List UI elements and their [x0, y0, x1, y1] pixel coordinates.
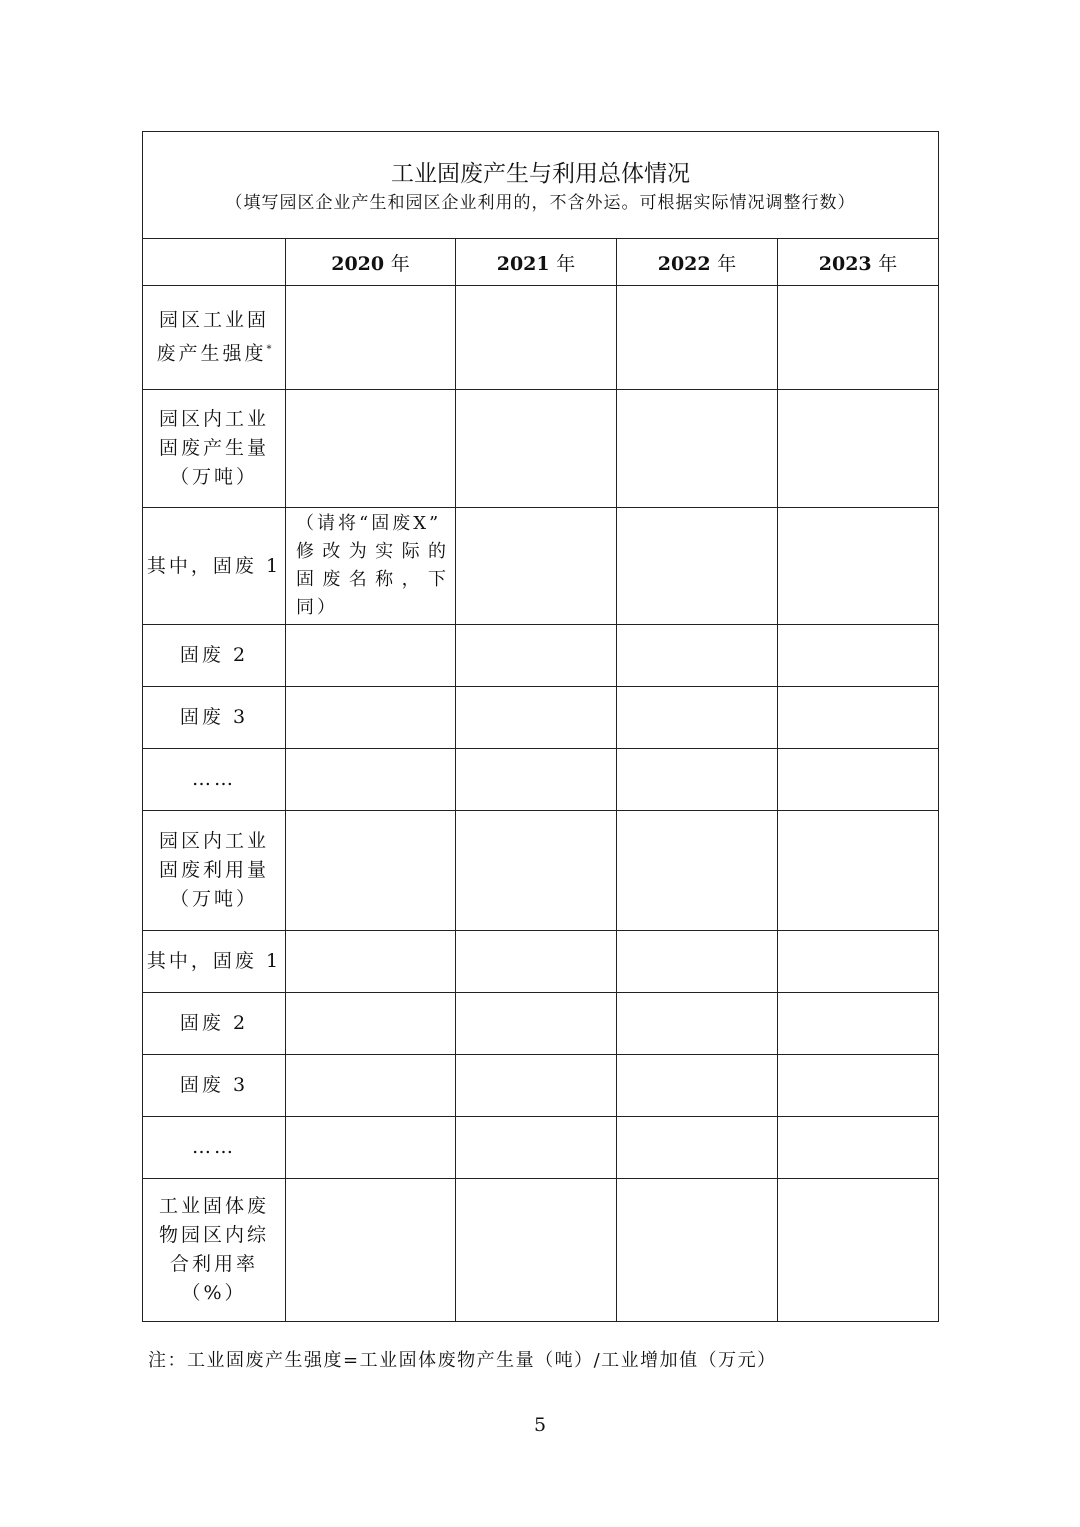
instruction-note-text: 称	[375, 569, 397, 590]
data-entry-cell[interactable]	[778, 749, 939, 811]
instruction-note-text: 改	[322, 541, 344, 562]
row-label-cell	[143, 1179, 286, 1322]
data-entry-cell[interactable]	[286, 625, 456, 687]
instruction-note-text: 废	[322, 569, 344, 590]
instruction-note-text: 同）	[296, 597, 338, 618]
instruction-note-text: 下	[427, 569, 449, 590]
row-label-line: ……	[192, 768, 236, 790]
table-row	[143, 687, 939, 749]
header-year-2020	[286, 239, 456, 286]
row-label-line: 固废 3	[179, 1074, 249, 1096]
data-entry-cell[interactable]	[778, 931, 939, 993]
instruction-note-text: ，	[401, 569, 423, 590]
row-label-line: 园区内工业	[158, 408, 269, 430]
data-entry-cell[interactable]	[778, 508, 939, 625]
data-entry-cell[interactable]	[778, 811, 939, 931]
year-value: 2023	[818, 252, 872, 275]
data-entry-cell[interactable]	[456, 931, 617, 993]
data-entry-cell[interactable]	[456, 625, 617, 687]
table-title: 工业固废产生与利用总体情况	[391, 161, 691, 187]
row-label-cell	[143, 508, 286, 625]
data-entry-cell[interactable]	[778, 993, 939, 1055]
row-label-line: 合利用率	[169, 1253, 258, 1275]
data-entry-cell[interactable]	[456, 687, 617, 749]
instruction-note-text: （请将“固废X”	[296, 513, 442, 534]
data-entry-cell[interactable]	[778, 286, 939, 390]
row-label-cell	[143, 993, 286, 1055]
table-row	[143, 1179, 939, 1322]
instruction-note-text: 固	[296, 569, 317, 590]
row-label-cell	[143, 687, 286, 749]
data-entry-cell[interactable]	[456, 811, 617, 931]
data-entry-cell[interactable]	[456, 1055, 617, 1117]
row-label-line: 物园区内综	[158, 1224, 269, 1246]
row-label-line: 固废 2	[179, 644, 249, 666]
row-label-line: 废产生强度*	[156, 342, 272, 365]
data-entry-cell[interactable]	[286, 1055, 456, 1117]
year-unit: 年	[390, 252, 410, 275]
data-entry-cell[interactable]	[286, 749, 456, 811]
table-row	[143, 749, 939, 811]
header-year-2023	[778, 239, 939, 286]
row-label-line: 园区内工业	[158, 830, 269, 852]
instruction-note-text: 实	[375, 541, 397, 562]
data-entry-cell[interactable]	[778, 390, 939, 508]
data-entry-cell[interactable]	[286, 687, 456, 749]
table-row	[143, 811, 939, 931]
table-row	[143, 286, 939, 390]
table-title-cell	[143, 132, 939, 239]
data-entry-cell[interactable]	[286, 1117, 456, 1179]
row-label-cell	[143, 811, 286, 931]
data-entry-cell[interactable]	[617, 1179, 778, 1322]
table-row	[143, 1117, 939, 1179]
data-entry-cell[interactable]	[617, 1055, 778, 1117]
row-label-line: 固废利用量	[158, 859, 269, 881]
table-row	[143, 625, 939, 687]
instruction-note-text: 修	[296, 541, 317, 562]
data-entry-cell[interactable]	[456, 1117, 617, 1179]
data-entry-cell[interactable]	[286, 286, 456, 390]
row-label-cell	[143, 625, 286, 687]
row-label-line: 其中，固废 1	[146, 950, 282, 972]
header-year-2021	[456, 239, 617, 286]
data-entry-cell[interactable]	[286, 811, 456, 931]
data-entry-cell[interactable]	[617, 687, 778, 749]
row-label-line: 工业固体废	[158, 1195, 269, 1217]
page-number: 5	[533, 1414, 547, 1436]
data-entry-cell[interactable]	[617, 625, 778, 687]
data-entry-cell[interactable]	[456, 508, 617, 625]
table-subtitle: （填写园区企业产生和园区企业利用的，不含外运。可根据实际情况调整行数）	[225, 193, 856, 213]
row-label-line: ……	[192, 1136, 236, 1158]
instruction-note-line	[296, 538, 449, 566]
data-entry-cell[interactable]	[778, 625, 939, 687]
year-unit: 年	[878, 252, 898, 275]
data-entry-cell[interactable]	[456, 993, 617, 1055]
data-entry-cell[interactable]	[286, 931, 456, 993]
row-label-line: （万吨）	[169, 466, 258, 488]
data-entry-cell[interactable]	[456, 1179, 617, 1322]
table-row	[143, 931, 939, 993]
year-unit: 年	[717, 252, 737, 275]
row-label-cell	[143, 286, 286, 390]
row-label-cell	[143, 1055, 286, 1117]
data-entry-cell[interactable]	[617, 1117, 778, 1179]
row-label-line: （%）	[181, 1282, 247, 1304]
data-entry-cell[interactable]	[617, 508, 778, 625]
data-entry-cell[interactable]	[286, 390, 456, 508]
table-row	[143, 1055, 939, 1117]
instruction-note-cell	[286, 508, 456, 625]
instruction-note-text: 的	[427, 541, 449, 562]
header-corner-cell	[143, 239, 286, 286]
data-entry-cell[interactable]	[778, 1117, 939, 1179]
year-value: 2021	[496, 252, 550, 275]
data-entry-cell[interactable]	[778, 687, 939, 749]
data-entry-cell[interactable]	[456, 286, 617, 390]
table-row	[143, 390, 939, 508]
data-entry-cell[interactable]	[617, 931, 778, 993]
solid-waste-table-container	[142, 131, 938, 1322]
year-value: 2020	[331, 252, 385, 275]
data-entry-cell[interactable]	[617, 390, 778, 508]
row-label-cell	[143, 1117, 286, 1179]
data-entry-cell[interactable]	[617, 749, 778, 811]
row-label-line: 固废 3	[179, 706, 249, 728]
instruction-note-line	[296, 566, 449, 594]
row-label-line: 固废 2	[179, 1012, 249, 1034]
row-label-cell	[143, 390, 286, 508]
data-entry-cell[interactable]	[617, 993, 778, 1055]
footnote-marker: *	[266, 344, 272, 356]
instruction-note-line	[296, 594, 449, 622]
row-label-cell	[143, 749, 286, 811]
data-entry-cell[interactable]	[286, 993, 456, 1055]
row-label-line: 园区工业固	[158, 309, 269, 332]
data-entry-cell[interactable]	[286, 1179, 456, 1322]
data-entry-cell[interactable]	[617, 811, 778, 931]
table-row	[143, 508, 939, 625]
data-entry-cell[interactable]	[617, 286, 778, 390]
solid-waste-table	[142, 131, 939, 1322]
data-entry-cell[interactable]	[778, 1055, 939, 1117]
row-label-line: 其中，固废 1	[146, 554, 282, 577]
instruction-note-text: 为	[348, 541, 370, 562]
year-unit: 年	[556, 252, 576, 275]
year-value: 2022	[657, 252, 711, 275]
header-year-2022	[617, 239, 778, 286]
data-entry-cell[interactable]	[456, 749, 617, 811]
instruction-note-text: 名	[348, 569, 370, 590]
table-footnote: 注：工业固废产生强度=工业固体废物产生量（吨）/工业增加值（万元）	[148, 1350, 777, 1371]
data-entry-cell[interactable]	[456, 390, 617, 508]
row-label-line: 固废产生量	[158, 437, 269, 459]
instruction-note-line	[296, 510, 449, 538]
row-label-cell	[143, 931, 286, 993]
table-row	[143, 993, 939, 1055]
row-label-line: （万吨）	[169, 888, 258, 910]
instruction-note-text: 际	[401, 541, 423, 562]
data-entry-cell[interactable]	[778, 1179, 939, 1322]
